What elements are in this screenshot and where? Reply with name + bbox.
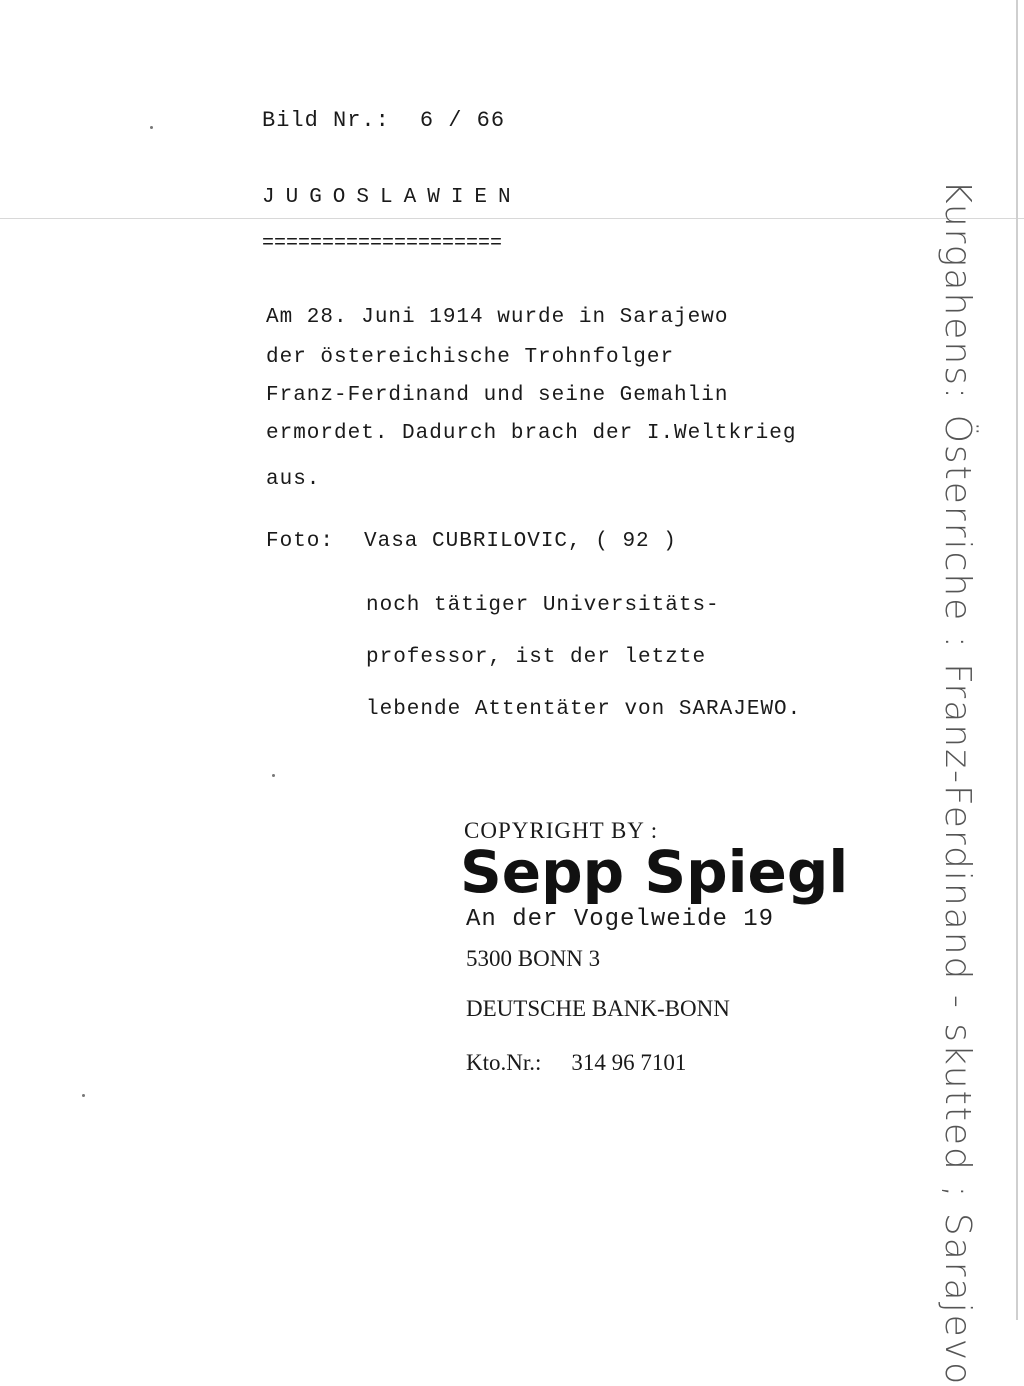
scan-speck bbox=[150, 126, 153, 129]
scan-speck bbox=[82, 1094, 85, 1097]
photo-detail-line: professor, ist der letzte bbox=[366, 646, 707, 669]
copyright-name: Sepp Spiegl bbox=[460, 838, 849, 906]
scan-line bbox=[0, 218, 1024, 219]
bank-name: DEUTSCHE BANK-BONN bbox=[466, 996, 730, 1021]
country-underline: ==================== bbox=[262, 232, 503, 255]
photo-detail-line: lebende Attentäter von SARAJEWO. bbox=[366, 698, 802, 721]
caption-line: aus. bbox=[266, 468, 321, 491]
photo-label: Foto: bbox=[266, 530, 335, 553]
caption-line: Franz-Ferdinand und seine Gemahlin bbox=[266, 384, 729, 407]
country-heading: JUGOSLAWIEN bbox=[262, 186, 522, 209]
picture-number bbox=[262, 108, 505, 133]
address-city: 5300 BONN 3 bbox=[466, 946, 601, 971]
picture-number-label: Bild Nr.: bbox=[262, 108, 390, 133]
account-label: Kto.Nr.: bbox=[466, 1050, 542, 1075]
address-street: An der Vogelweide 19 bbox=[466, 906, 775, 933]
scan-speck bbox=[272, 774, 275, 777]
photo-detail-line: noch tätiger Universitäts- bbox=[366, 594, 720, 617]
account-value: 314 96 7101 bbox=[571, 1050, 687, 1075]
copyright-label: COPYRIGHT BY : bbox=[464, 818, 659, 843]
photo-subject: Vasa CUBRILOVIC, ( 92 ) bbox=[364, 530, 677, 553]
picture-number-value: 6 / 66 bbox=[419, 108, 506, 133]
account-number bbox=[466, 1050, 686, 1076]
page-edge bbox=[1016, 0, 1018, 1320]
handwritten-margin-note: Kurgahens: Österriche : Franz-Ferdinand - skutted ; Sarajevo bbox=[937, 180, 978, 1386]
caption-line: ermordet. Dadurch brach der I.Weltkrieg bbox=[266, 422, 797, 445]
caption-line: Am 28. Juni 1914 wurde in Sarajewo bbox=[266, 306, 729, 329]
caption-line: der östereichische Trohnfolger bbox=[266, 346, 675, 369]
